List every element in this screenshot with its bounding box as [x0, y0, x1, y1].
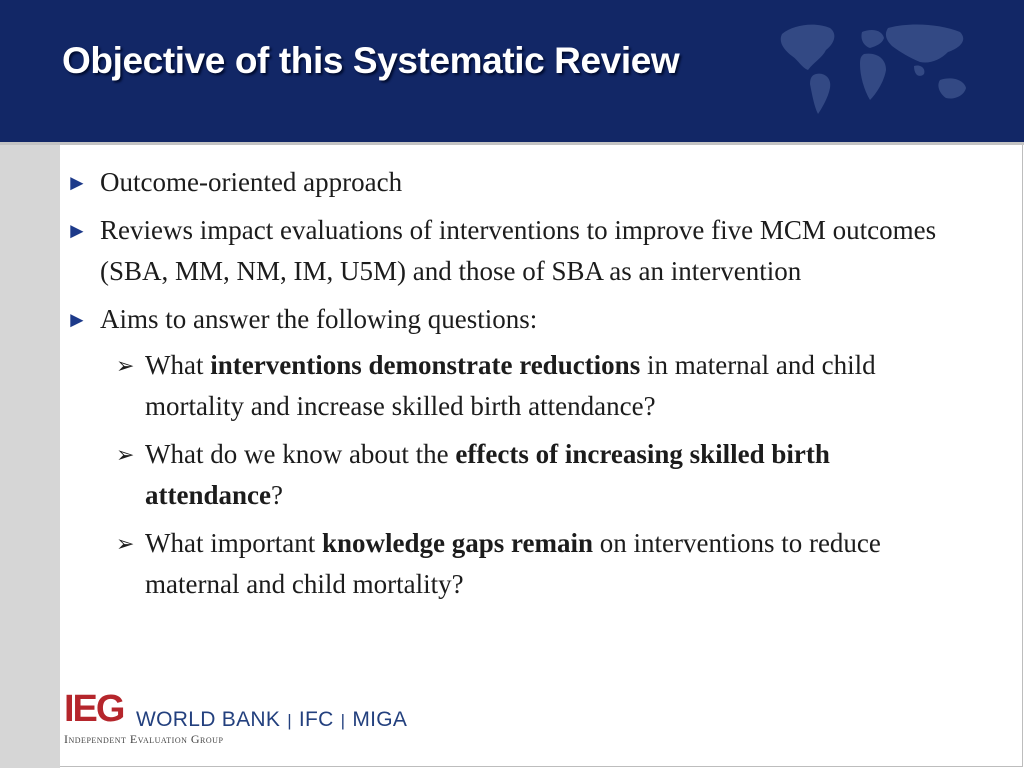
- bullet-text: Aims to answer the following questions:: [100, 304, 538, 334]
- slide-title: Objective of this Systematic Review: [62, 40, 680, 81]
- left-margin-strip: [0, 145, 60, 768]
- arrow-right-icon: ►: [66, 218, 88, 243]
- ifc-label: IFC: [298, 708, 334, 731]
- separator: |: [340, 711, 346, 730]
- slide-header: [0, 0, 1024, 142]
- miga-label: MIGA: [352, 708, 408, 731]
- bullet-item: [66, 299, 946, 340]
- sub-bullet-text: What important knowledge gaps remain on interventions to reduce maternal and child mortality?: [145, 528, 881, 599]
- emphasis-text: interventions demonstrate reductions: [210, 350, 641, 380]
- emphasis-text: effects of increasing skilled birth attendance: [145, 439, 830, 510]
- check-arrow-icon: ➢: [116, 353, 135, 378]
- slide-body: [66, 162, 946, 612]
- bullet-text: Outcome-oriented approach: [100, 167, 403, 197]
- world-bank-label: WORLD BANK: [136, 708, 281, 731]
- bullet-text: Reviews impact evaluations of interventions to improve five MCM outcomes (SBA, MM, NM, IM, U5M) and those of SBA as an intervention: [100, 215, 937, 286]
- check-arrow-icon: ➢: [116, 531, 135, 556]
- arrow-right-icon: ►: [66, 307, 88, 332]
- sub-bullet-text: What do we know about the effects of increasing skilled birth attendance?: [145, 439, 830, 510]
- emphasis-text: knowledge gaps remain: [321, 528, 593, 558]
- sub-bullet-item: [116, 523, 946, 605]
- sub-bullet-item: [116, 434, 946, 516]
- arrow-right-icon: ►: [66, 170, 88, 195]
- world-map-icon: [764, 14, 994, 119]
- bullet-item: [66, 210, 946, 292]
- check-arrow-icon: ➢: [116, 442, 135, 467]
- partner-names: [136, 708, 407, 732]
- ieg-subtitle: Independent Evaluation Group: [64, 732, 224, 746]
- bullet-item: [66, 162, 946, 203]
- sub-bullet-list: [66, 345, 946, 605]
- sub-bullet-item: [116, 345, 946, 427]
- sub-bullet-text: What interventions demonstrate reductions in maternal and child mortality and increase skilled birth attendance?: [145, 350, 876, 421]
- ieg-wordmark: IEG: [64, 688, 124, 730]
- separator: |: [287, 711, 292, 730]
